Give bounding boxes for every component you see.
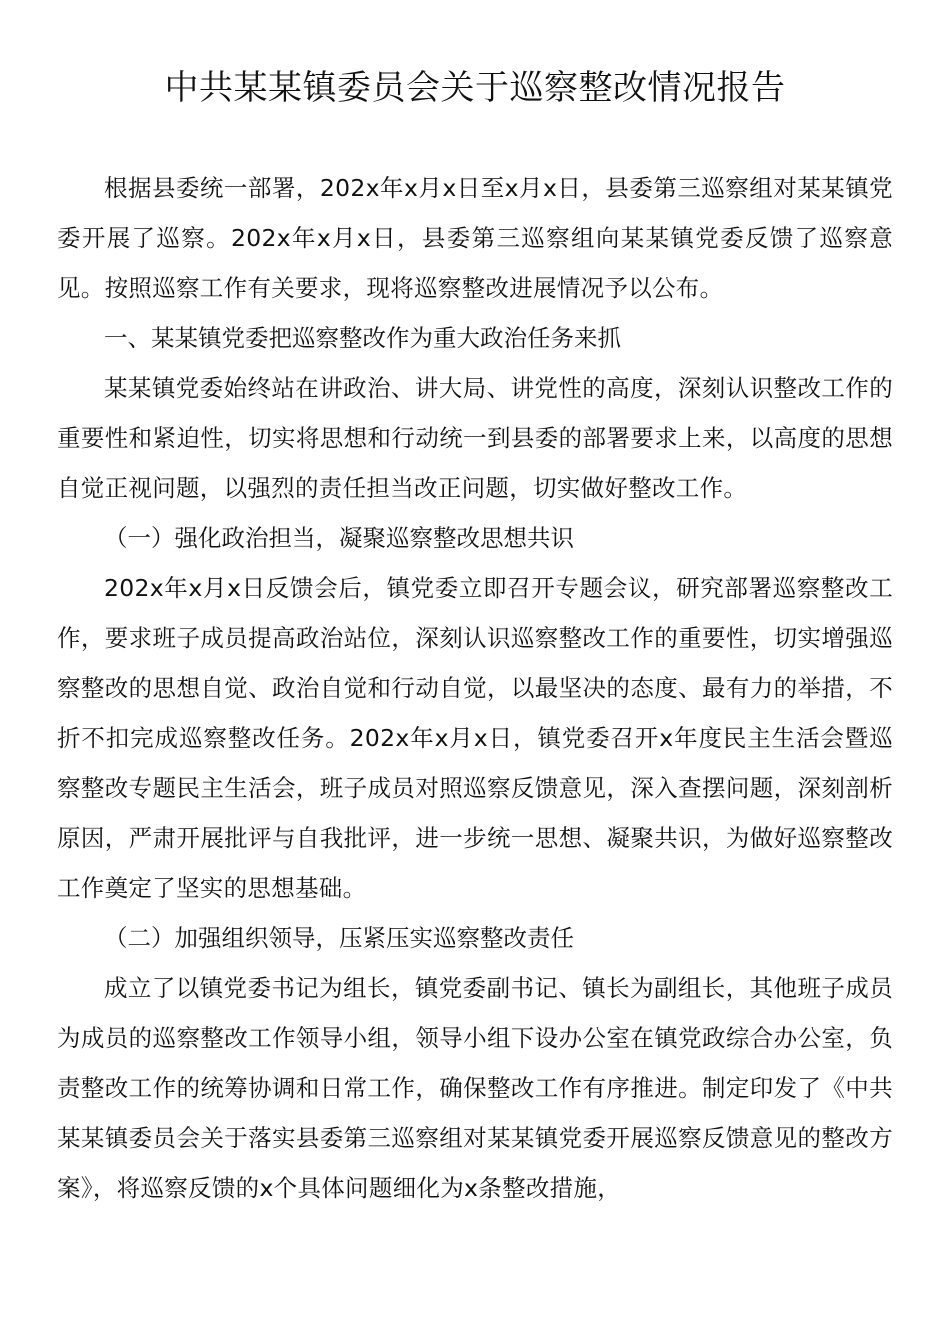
paragraph-intro: 根据县委统一部署，202x年x月x日至x月x日，县委第三巡察组对某某镇党委开展了巡察。202x年x月x日，县委第三巡察组向某某镇党委反馈了巡察意见。按照巡察工作有关要求，现将巡察整改进展情况予以公布。 bbox=[57, 174, 893, 302]
paragraph-subsection-1: 202x年x月x日反馈会后，镇党委立即召开专题会议，研究部署巡察整改工作，要求班子成员提高政治站位，深刻认识巡察整改工作的重要性，切实增强巡察整改的思想自觉、政治自觉和行动自觉，以最坚决的态度、最有力的举措，不折不扣完成巡察整改任务。202x年x月x日，镇党委召开x年度民主生活会暨巡察整改专题民主生活会，班子成员对照巡察反馈意见，深入查摆问题，深刻剖析原因，严肃开展批评与自我批评，进一步统一思想、凝聚共识，为做好巡察整改工作奠定了坚实的思想基础。 bbox=[57, 574, 893, 902]
subsection-heading-1: （一）强化政治担当，凝聚巡察整改思想共识 bbox=[104, 524, 574, 552]
document-title: 中共某某镇委员会关于巡察整改情况报告 bbox=[164, 68, 786, 108]
paragraph-subsection-2: 成立了以镇党委书记为组长，镇党委副书记、镇长为副组长，其他班子成员为成员的巡察整改工作领导小组，领导小组下设办公室在镇党政综合办公室，负责整改工作的统筹协调和日常工作，确保整改工作有序推进。制定印发了《中共某某镇委员会关于落实县委第三巡察组对某某镇党委开展巡察反馈意见的整改方案》，将巡察反馈的x个具体问题细化为x条整改措施， bbox=[57, 974, 893, 1202]
document-body bbox=[57, 163, 893, 1213]
paragraph-section-1: 某某镇党委始终站在讲政治、讲大局、讲党性的高度，深刻认识整改工作的重要性和紧迫性，切实将思想和行动统一到县委的部署要求上来，以高度的思想自觉正视问题，以强烈的责任担当改正问题，切实做好整改工作。 bbox=[57, 374, 893, 502]
section-heading-1: 一、某某镇党委把巡察整改作为重大政治任务来抓 bbox=[104, 324, 621, 352]
subsection-heading-2: （二）加强组织领导，压紧压实巡察整改责任 bbox=[104, 924, 574, 952]
